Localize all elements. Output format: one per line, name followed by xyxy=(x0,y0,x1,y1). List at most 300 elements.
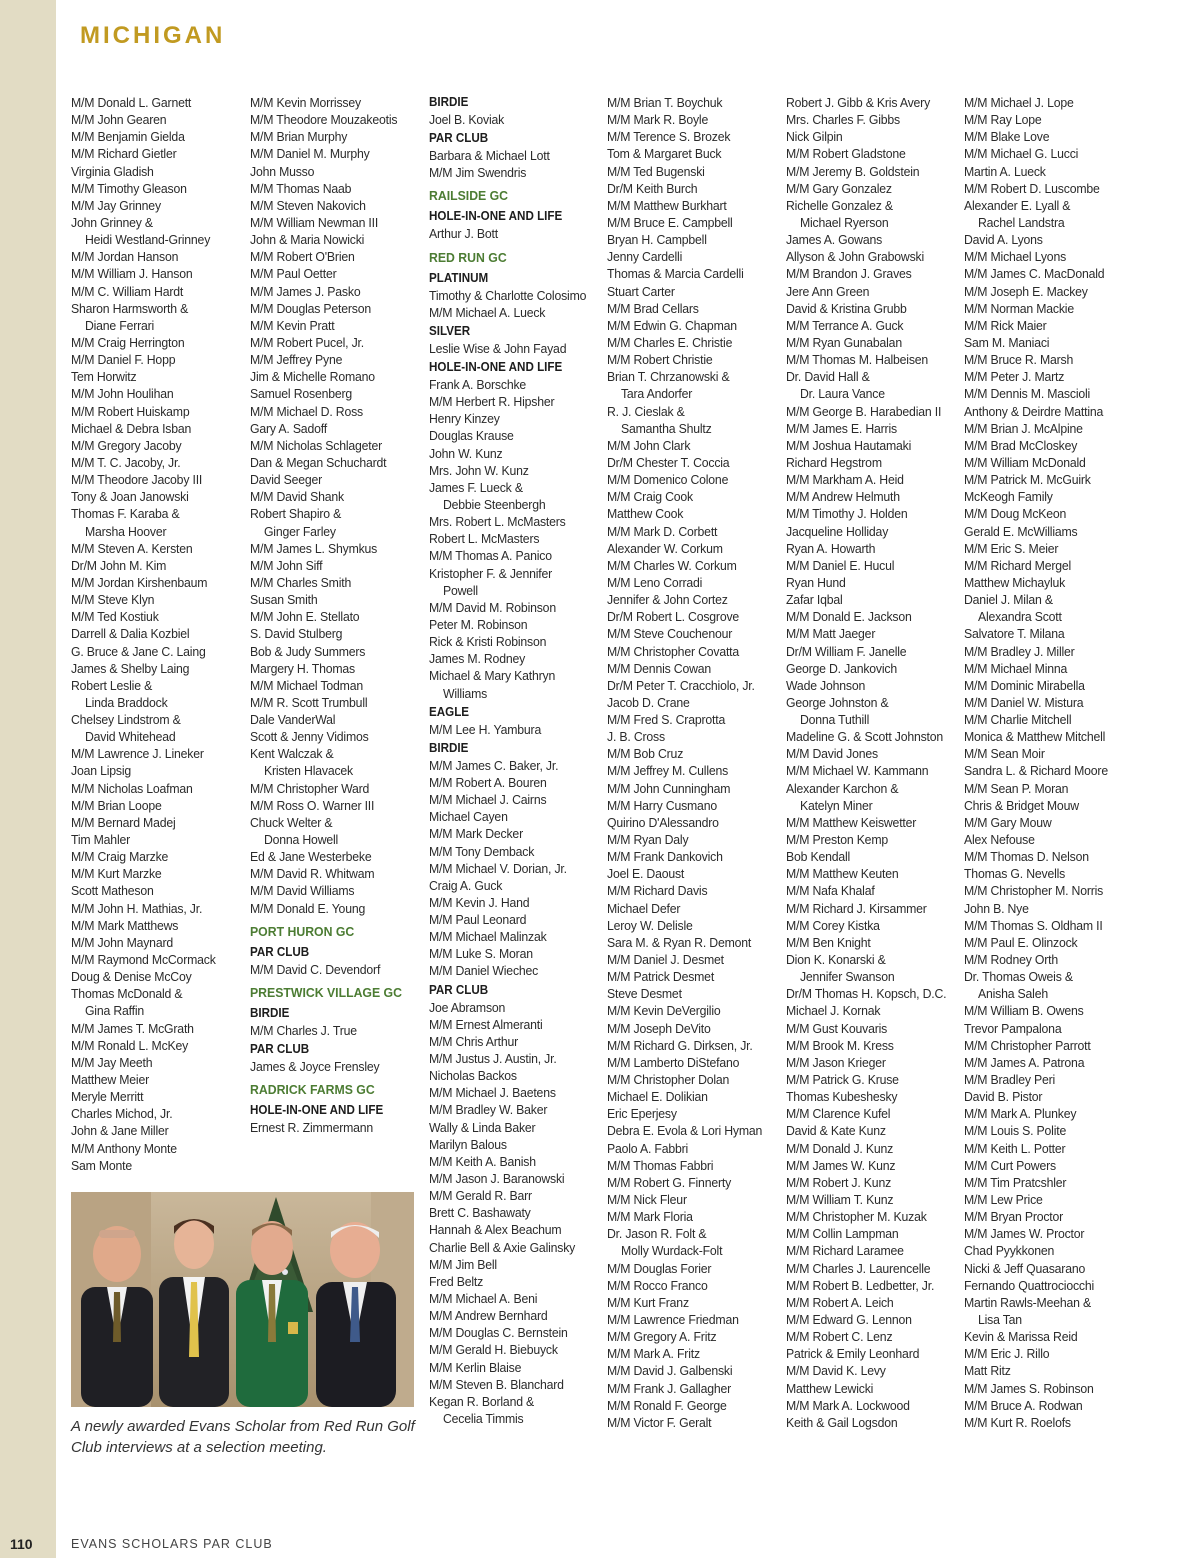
donor-name: M/M Brandon J. Graves xyxy=(786,266,912,282)
donor-name: M/M Daniel J. Desmet xyxy=(607,952,724,968)
donor-name: Martin A. Lueck xyxy=(964,163,1046,179)
donor-name: M/M James S. Robinson xyxy=(964,1380,1094,1396)
donor-name: M/M Corey Kistka xyxy=(786,917,880,933)
donor-name-continuation: Kristen Hlavacek xyxy=(263,763,353,779)
donor-name: M/M William Newman III xyxy=(250,214,379,230)
donor-name: M/M Curt Powers xyxy=(964,1157,1056,1173)
donor-name: M/M Mark A. Lockwood xyxy=(786,1397,910,1413)
donor-name-continuation: Donna Tuthill xyxy=(799,712,870,728)
donor-name: M/M Jay Meeth xyxy=(71,1054,153,1070)
donor-name: M/M Bruce R. Marsh xyxy=(964,352,1074,368)
donor-name-continuation: Donna Howell xyxy=(263,832,339,848)
donor-name: M/M James C. MacDonald xyxy=(964,266,1105,282)
donor-name: M/M Keith A. Banish xyxy=(429,1153,536,1169)
donor-name: Dr/M Chester T. Coccia xyxy=(607,454,730,470)
donor-name: M/M Edwin G. Chapman xyxy=(607,317,737,333)
donor-name: M/M David Shank xyxy=(250,489,345,505)
giving-level-heading: HOLE-IN-ONE AND LIFE xyxy=(429,359,563,374)
donor-name: M/M Kevin J. Hand xyxy=(429,894,530,910)
donor-name: Brian T. Chrzanowski & xyxy=(607,369,730,385)
donor-name: M/M Matthew Keiswetter xyxy=(786,814,917,830)
donor-name: M/M Douglas Peterson xyxy=(250,300,372,316)
donor-name: David A. Lyons xyxy=(964,232,1043,248)
donor-name: M/M Michael V. Dorian, Jr. xyxy=(429,860,567,876)
donor-name: M/M Robert Pucel, Jr. xyxy=(250,334,365,350)
donor-name: M/M Domenico Colone xyxy=(607,472,729,488)
donor-name: M/M Gary Mouw xyxy=(964,814,1052,830)
donor-name: John W. Kunz xyxy=(429,445,503,461)
donor-name: M/M James E. Harris xyxy=(786,420,897,436)
donor-name: M/M Robert Huiskamp xyxy=(71,403,190,419)
club-heading: RED RUN GC xyxy=(429,249,507,265)
donor-name: M/M John E. Stellato xyxy=(250,609,360,625)
donor-name: Meryle Merritt xyxy=(71,1089,144,1105)
donor-name: M/M James J. Pasko xyxy=(250,283,361,299)
donor-name: M/M Robert J. Kunz xyxy=(786,1174,892,1190)
donor-name: M/M James A. Patrona xyxy=(964,1054,1085,1070)
donor-name: Fernando Quattrociocchi xyxy=(964,1277,1095,1293)
donor-name: Nicholas Backos xyxy=(429,1068,517,1084)
donor-name: M/M Christopher Parrott xyxy=(964,1037,1091,1053)
donor-column-1 xyxy=(71,94,245,1174)
donor-name: M/M Fred S. Craprotta xyxy=(607,712,726,728)
donor-name: M/M Charlie Mitchell xyxy=(964,712,1072,728)
donor-name: J. B. Cross xyxy=(607,729,665,745)
giving-level-heading: PAR CLUB xyxy=(250,1042,310,1057)
donor-name: Jim & Michelle Romano xyxy=(250,369,375,385)
donor-name-continuation: Linda Braddock xyxy=(84,694,168,710)
donor-name: M/M Robert O'Brien xyxy=(250,249,355,265)
donor-name: M/M Mark A. Plunkey xyxy=(964,1106,1077,1122)
donor-name: M/M Kurt Franz xyxy=(607,1294,689,1310)
donor-name: M/M C. William Hardt xyxy=(71,283,184,299)
donor-name: Michael & Debra Isban xyxy=(71,420,192,436)
donor-name: M/M Mark D. Corbett xyxy=(607,523,718,539)
donor-name: M/M Edward G. Lennon xyxy=(786,1311,912,1327)
donor-name: M/M Timothy J. Holden xyxy=(786,506,908,522)
donor-name: M/M Nafa Khalaf xyxy=(786,883,875,899)
donor-name: M/M Jordan Kirshenbaum xyxy=(71,574,208,590)
donor-name: M/M Jim Swendris xyxy=(429,165,527,181)
donor-name: Barbara & Michael Lott xyxy=(429,148,550,164)
donor-name: M/M William J. Hanson xyxy=(71,266,193,282)
donor-name-continuation: Gina Raffin xyxy=(84,1003,145,1019)
donor-name: Robert Leslie & xyxy=(71,677,153,693)
donor-name: M/M Rick Maier xyxy=(964,317,1047,333)
donor-name: M/M T. C. Jacoby, Jr. xyxy=(71,454,181,470)
donor-name: M/M Gregory Jacoby xyxy=(71,437,182,453)
donor-name: M/M Charles Smith xyxy=(250,574,352,590)
club-heading: PRESTWICK VILLAGE GC xyxy=(250,984,402,1000)
donor-name: Richard Hegstrom xyxy=(786,454,882,470)
donor-name: M/M Gregory A. Fritz xyxy=(607,1329,717,1345)
donor-name: M/M Brian Murphy xyxy=(250,129,348,145)
donor-name: M/M Tony Demback xyxy=(429,843,535,859)
donor-name: M/M Kevin Morrissey xyxy=(250,95,361,110)
donor-name: Alexander Karchon & xyxy=(786,780,899,796)
donor-name: Mrs. John W. Kunz xyxy=(429,462,529,478)
donor-name: S. David Stulberg xyxy=(250,626,343,642)
donor-name: Eric Eperjesy xyxy=(607,1106,677,1122)
donor-name: Robert J. Gibb & Kris Avery xyxy=(786,95,931,110)
donor-name: Sharon Harmsworth & xyxy=(71,300,189,316)
donor-name: Doug & Denise McCoy xyxy=(71,969,192,985)
donor-name: M/M James T. McGrath xyxy=(71,1020,194,1036)
giving-level-heading: HOLE-IN-ONE AND LIFE xyxy=(429,209,563,224)
donor-name-continuation: Molly Wurdack-Folt xyxy=(620,1243,723,1259)
donor-name: M/M Joseph DeVito xyxy=(607,1020,711,1036)
donor-name: James A. Gowans xyxy=(786,232,883,248)
donor-name: Joe Abramson xyxy=(429,999,506,1015)
donor-name: M/M Bruce E. Campbell xyxy=(607,214,733,230)
donor-name: M/M Michael J. Cairns xyxy=(429,792,547,808)
club-heading: RAILSIDE GC xyxy=(429,188,509,204)
donor-name: Brett C. Bashawaty xyxy=(429,1205,531,1221)
donor-name: M/M Terrance A. Guck xyxy=(786,317,904,333)
donor-name: Dion K. Konarski & xyxy=(786,952,886,968)
donor-name: M/M Patrick G. Kruse xyxy=(786,1072,899,1088)
donor-name: M/M Luke S. Moran xyxy=(429,946,533,962)
donor-name: M/M James L. Shymkus xyxy=(250,540,378,556)
donor-name: Nick Gilpin xyxy=(786,129,843,145)
donor-name: M/M Mark Decker xyxy=(429,826,523,842)
donor-name: Sandra L. & Richard Moore xyxy=(964,763,1108,779)
donor-name: M/M Matthew Keuten xyxy=(786,866,899,882)
donor-name: Matthew Lewicki xyxy=(786,1380,874,1396)
donor-name: M/M Thomas Naab xyxy=(250,180,352,196)
donor-name: M/M Charles W. Corkum xyxy=(607,557,737,573)
donor-name: M/M Ross O. Warner III xyxy=(250,797,375,813)
donor-name: Monica & Matthew Mitchell xyxy=(964,729,1106,745)
donor-name: M/M Gust Kouvaris xyxy=(786,1020,888,1036)
donor-name: M/M David K. Levy xyxy=(786,1363,886,1379)
donor-name: Joan Lipsig xyxy=(71,763,132,779)
donor-name: M/M Michael D. Ross xyxy=(250,403,364,419)
donor-name: M/M Louis S. Polite xyxy=(964,1123,1067,1139)
donor-name-continuation: Williams xyxy=(442,685,488,701)
donor-name: Leroy W. Delisle xyxy=(607,917,693,933)
donor-name: M/M Rodney Orth xyxy=(964,952,1059,968)
donor-name: M/M Thomas A. Panico xyxy=(429,548,552,564)
donor-name: David & Kristina Grubb xyxy=(786,300,907,316)
donor-name-continuation: Ginger Farley xyxy=(263,523,336,539)
donor-name: Charles Michod, Jr. xyxy=(71,1106,173,1122)
donor-name: M/M Christopher Covatta xyxy=(607,643,740,659)
donor-name: Ryan A. Howarth xyxy=(786,540,876,556)
donor-name: M/M Frank J. Gallagher xyxy=(607,1380,732,1396)
donor-name: M/M Peter J. Martz xyxy=(964,369,1065,385)
donor-name: M/M Craig Herrington xyxy=(71,334,185,350)
donor-name: M/M Kerlin Blaise xyxy=(429,1359,522,1375)
donor-name: M/M Charles J. True xyxy=(250,1022,357,1038)
state-heading: MICHIGAN xyxy=(80,22,226,49)
donor-name: M/M Benjamin Gielda xyxy=(71,129,185,145)
donor-name: M/M Brian Loope xyxy=(71,797,162,813)
donor-name: Scott & Jenny Vidimos xyxy=(250,729,369,745)
donor-name: Dr/M Peter T. Cracchiolo, Jr. xyxy=(607,677,755,693)
donor-name: M/M Collin Lampman xyxy=(786,1226,899,1242)
donor-name: John & Jane Miller xyxy=(71,1123,169,1139)
donor-name: M/M Kevin DeVergilio xyxy=(607,1003,721,1019)
donor-name: John Grinney & xyxy=(71,214,153,230)
donor-name: M/M Daniel Wiechec xyxy=(429,963,539,979)
donor-name: Zafar Iqbal xyxy=(786,592,843,608)
donor-name: M/M Sean P. Moran xyxy=(964,780,1069,796)
donor-name: M/M Robert B. Ledbetter, Jr. xyxy=(786,1277,935,1293)
donor-name: Jennifer & John Cortez xyxy=(607,592,728,608)
donor-name: Ernest R. Zimmermann xyxy=(250,1120,374,1136)
donor-name: Thomas & Marcia Cardelli xyxy=(607,266,744,282)
donor-name: Dr/M John M. Kim xyxy=(71,557,167,573)
donor-name: M/M Mark Floria xyxy=(607,1209,693,1225)
donor-name: Allyson & John Grabowski xyxy=(786,249,925,265)
donor-name: Ryan Hund xyxy=(786,574,846,590)
donor-name: Kristopher F. & Jennifer xyxy=(429,565,553,581)
donor-name: M/M Charles J. Laurencelle xyxy=(786,1260,931,1276)
donor-name: George Johnston & xyxy=(786,694,889,710)
donor-name: M/M Theodore Jacoby III xyxy=(71,472,203,488)
donor-name: M/M R. Scott Trumbull xyxy=(250,694,368,710)
giving-level-heading: EAGLE xyxy=(429,704,470,719)
donor-name: David & Kate Kunz xyxy=(786,1123,886,1139)
donor-name: Tom & Margaret Buck xyxy=(607,146,722,162)
donor-column-5 xyxy=(786,94,960,1431)
donor-name: James & Shelby Laing xyxy=(71,660,190,676)
donor-name: M/M James W. Proctor xyxy=(964,1226,1085,1242)
donor-name: Chad Pyykkonen xyxy=(964,1243,1055,1259)
donor-name: Peter M. Robinson xyxy=(429,616,528,632)
donor-name: M/M Joshua Hautamaki xyxy=(786,437,912,453)
donor-name: M/M David C. Devendorf xyxy=(250,961,381,977)
giving-level-heading: BIRDIE xyxy=(250,1005,290,1020)
donor-name: David Seeger xyxy=(250,472,323,488)
donor-name: M/M Jeffrey Pyne xyxy=(250,352,343,368)
donor-name: M/M Ryan Daly xyxy=(607,832,689,848)
donor-name: M/M Craig Cook xyxy=(607,489,693,505)
donor-name: M/M Bruce A. Rodwan xyxy=(964,1397,1083,1413)
donor-name: M/M John Siff xyxy=(250,557,323,573)
donor-name: M/M William B. Owens xyxy=(964,1003,1084,1019)
donor-name: Charlie Bell & Axie Galinsky xyxy=(429,1239,576,1255)
giving-level-heading: HOLE-IN-ONE AND LIFE xyxy=(250,1103,384,1118)
donor-name: Kent Walczak & xyxy=(250,746,334,762)
donor-name: M/M Douglas Forier xyxy=(607,1260,712,1276)
donor-name: Stuart Carter xyxy=(607,283,675,299)
donor-name: M/M Ben Knight xyxy=(786,934,871,950)
donor-name-continuation: Samantha Shultz xyxy=(620,420,712,436)
donor-name: Thomas Kubeshesky xyxy=(786,1089,898,1105)
donor-name-continuation: Heidi Westland-Grinney xyxy=(84,232,211,248)
donor-name: M/M Donald J. Kunz xyxy=(786,1140,894,1156)
donor-name: M/M Theodore Mouzakeotis xyxy=(250,112,398,128)
donor-name: Dr/M Robert L. Cosgrove xyxy=(607,609,740,625)
donor-name: Patrick & Emily Leonhard xyxy=(786,1346,920,1362)
donor-name: Dale VanderWal xyxy=(250,712,336,728)
donor-name: M/M Matthew Burkhart xyxy=(607,197,727,213)
donor-name: M/M Donald E. Jackson xyxy=(786,609,912,625)
donor-name: M/M Gerald H. Biebuyck xyxy=(429,1342,558,1358)
donor-name: M/M Michael J. Lope xyxy=(964,95,1074,110)
donor-name: M/M Robert D. Luscombe xyxy=(964,180,1100,196)
donor-name: Chelsey Lindstrom & xyxy=(71,712,181,728)
donor-name: M/M Thomas Fabbri xyxy=(607,1157,714,1173)
donor-name: M/M Bradley W. Baker xyxy=(429,1102,548,1118)
donor-name-continuation: Katelyn Miner xyxy=(799,797,873,813)
donor-name: M/M Brad McCloskey xyxy=(964,437,1078,453)
donor-name-continuation: Jennifer Swanson xyxy=(799,969,895,985)
donor-name: Martin Rawls-Meehan & xyxy=(964,1294,1091,1310)
donor-name: M/M Ronald F. George xyxy=(607,1397,727,1413)
donor-name: Trevor Pampalona xyxy=(964,1020,1062,1036)
donor-name: M/M John Clark xyxy=(607,437,691,453)
donor-name: G. Bruce & Jane C. Laing xyxy=(71,643,206,659)
donor-name: Wally & Linda Baker xyxy=(429,1119,536,1135)
donor-name: M/M Leno Corradi xyxy=(607,574,703,590)
donor-name: Darrell & Dalia Kozbiel xyxy=(71,626,190,642)
donor-name: Alexander W. Corkum xyxy=(607,540,723,556)
side-band xyxy=(0,0,56,1558)
donor-name: M/M Doug McKeon xyxy=(964,506,1067,522)
donor-name: M/M Anthony Monte xyxy=(71,1140,177,1156)
donor-name: M/M Victor F. Geralt xyxy=(607,1414,712,1430)
donor-name: Michael Cayen xyxy=(429,809,508,825)
donor-name: M/M Daniel M. Murphy xyxy=(250,146,370,162)
donor-name: Dr/M Thomas H. Kopsch, D.C. xyxy=(786,986,947,1002)
donor-name: M/M Keith L. Potter xyxy=(964,1140,1066,1156)
donor-name: Dr/M William F. Janelle xyxy=(786,643,907,659)
donor-name: M/M David M. Robinson xyxy=(429,599,556,615)
donor-name: M/M John Houlihan xyxy=(71,386,174,402)
giving-level-heading: PAR CLUB xyxy=(250,944,310,959)
donor-name: M/M Justus J. Austin, Jr. xyxy=(429,1051,557,1067)
donor-name: M/M Bryan Proctor xyxy=(964,1209,1064,1225)
donor-name: M/M Lawrence Friedman xyxy=(607,1311,739,1327)
donor-name: M/M William T. Kunz xyxy=(786,1192,894,1207)
donor-name: McKeogh Family xyxy=(964,489,1053,505)
donor-name: Wade Johnson xyxy=(786,677,866,693)
donor-column-4 xyxy=(607,94,781,1431)
donor-name: M/M Sean Moir xyxy=(964,746,1045,762)
donor-name: M/M Kurt R. Roelofs xyxy=(964,1414,1071,1430)
donor-name: Craig A. Guck xyxy=(429,877,503,893)
donor-name: Margery H. Thomas xyxy=(250,660,355,676)
donor-name: M/M Robert A. Leich xyxy=(786,1294,894,1310)
donor-name: M/M Steve Klyn xyxy=(71,592,155,608)
giving-level-heading: PAR CLUB xyxy=(429,131,489,146)
donor-name: M/M Clarence Kufel xyxy=(786,1106,891,1122)
donor-name: M/M Michael A. Lueck xyxy=(429,304,546,320)
donor-name: M/M Christopher M. Norris xyxy=(964,883,1104,899)
donor-name: Mrs. Charles F. Gibbs xyxy=(786,112,900,128)
donor-name: David B. Pistor xyxy=(964,1089,1043,1105)
donor-name: Chris & Bridget Mouw xyxy=(964,797,1079,813)
donor-name: M/M Christopher Ward xyxy=(250,780,370,796)
donor-name: Frank A. Borschke xyxy=(429,376,527,392)
donor-name: Sam Monte xyxy=(71,1157,133,1173)
donor-name: M/M Michael G. Lucci xyxy=(964,146,1079,162)
donor-name: M/M Christopher M. Kuzak xyxy=(786,1209,927,1225)
donor-name: M/M Ronald L. McKey xyxy=(71,1037,189,1053)
donor-name: M/M Rocco Franco xyxy=(607,1277,708,1293)
donor-name: James F. Lueck & xyxy=(429,479,523,495)
donor-name: M/M Douglas C. Bernstein xyxy=(429,1325,568,1341)
donor-name-continuation: Debbie Steenbergh xyxy=(442,496,546,512)
donor-name: M/M Bernard Madej xyxy=(71,814,176,830)
donor-name: M/M Herbert R. Hipsher xyxy=(429,394,555,410)
donor-name: M/M Mark Matthews xyxy=(71,917,179,933)
donor-column-2 xyxy=(250,94,424,1136)
donor-name: Jere Ann Green xyxy=(786,283,870,299)
donor-name: Timothy & Charlotte Colosimo xyxy=(429,287,587,303)
donor-name: Dr/M Keith Burch xyxy=(607,180,698,196)
donor-name: M/M Michael Malinzak xyxy=(429,929,547,945)
donor-name: Thomas F. Karaba & xyxy=(71,506,180,522)
donor-name: Dr. Thomas Oweis & xyxy=(964,969,1073,985)
donor-name: M/M Dominic Mirabella xyxy=(964,677,1085,693)
donor-name: Salvatore T. Milana xyxy=(964,626,1065,642)
donor-name: Bryan H. Campbell xyxy=(607,232,707,248)
donor-name: Nicki & Jeff Quasarano xyxy=(964,1260,1086,1276)
group-photo xyxy=(71,1192,414,1407)
donor-name: M/M Lew Price xyxy=(964,1192,1043,1207)
donor-name: Daniel J. Milan & xyxy=(964,592,1053,608)
donor-name: Arthur J. Bott xyxy=(429,226,498,242)
donor-name: M/M Harry Cusmano xyxy=(607,797,717,813)
donor-name: R. J. Cieslak & xyxy=(607,403,685,419)
donor-name: M/M Richard Laramee xyxy=(786,1243,904,1259)
donor-name: M/M Andrew Helmuth xyxy=(786,489,900,505)
donor-name: M/M Brad Cellars xyxy=(607,300,699,316)
donor-name: M/M Eric S. Meier xyxy=(964,540,1059,556)
donor-name: M/M Andrew Bernhard xyxy=(429,1308,548,1324)
donor-name: M/M Gary Gonzalez xyxy=(786,180,892,196)
donor-name: James M. Rodney xyxy=(429,651,526,667)
donor-name: Paolo A. Fabbri xyxy=(607,1140,689,1156)
donor-name: Thomas McDonald & xyxy=(71,986,183,1002)
donor-name: M/M Kurt Marzke xyxy=(71,866,162,882)
donor-name: M/M Ted Kostiuk xyxy=(71,609,159,625)
donor-name: M/M Jeremy B. Goldstein xyxy=(786,163,920,179)
donor-name: M/M David J. Galbenski xyxy=(607,1363,733,1379)
donor-name: M/M Patrick M. McGuirk xyxy=(964,472,1091,488)
donor-name: M/M Daniel W. Mistura xyxy=(964,694,1084,710)
donor-name: M/M George B. Harabedian II xyxy=(786,403,942,419)
donor-name: M/M Richard Davis xyxy=(607,883,708,899)
donor-name: M/M William McDonald xyxy=(964,454,1086,470)
donor-name-continuation: Lisa Tan xyxy=(977,1311,1022,1327)
donor-name: M/M Lee H. Yambura xyxy=(429,721,542,737)
donor-name: M/M Nicholas Schlageter xyxy=(250,437,383,453)
donor-name: M/M Steven B. Blanchard xyxy=(429,1376,564,1392)
donor-name: M/M Nicholas Loafman xyxy=(71,780,193,796)
donor-name-continuation: Cecelia Timmis xyxy=(442,1411,524,1426)
donor-name: M/M David Jones xyxy=(786,746,878,762)
donor-name: Richelle Gonzalez & xyxy=(786,197,893,213)
club-heading: PORT HURON GC xyxy=(250,923,355,939)
donor-name: M/M Eric J. Rillo xyxy=(964,1346,1050,1362)
donor-name-continuation: Alexandra Scott xyxy=(977,609,1062,625)
donor-name: Tim Mahler xyxy=(71,832,131,848)
donor-name: M/M Preston Kemp xyxy=(786,832,888,848)
donor-name: M/M Michael Lyons xyxy=(964,249,1067,265)
donor-name: Tem Horwitz xyxy=(71,369,137,385)
donor-name: M/M Ernest Almeranti xyxy=(429,1016,543,1032)
donor-name: Alex Nefouse xyxy=(964,832,1035,848)
donor-name: John & Maria Nowicki xyxy=(250,232,365,248)
donor-name: M/M Bob Cruz xyxy=(607,746,684,762)
donor-column-6 xyxy=(964,94,1138,1431)
donor-name: M/M Dennis Cowan xyxy=(607,660,712,676)
